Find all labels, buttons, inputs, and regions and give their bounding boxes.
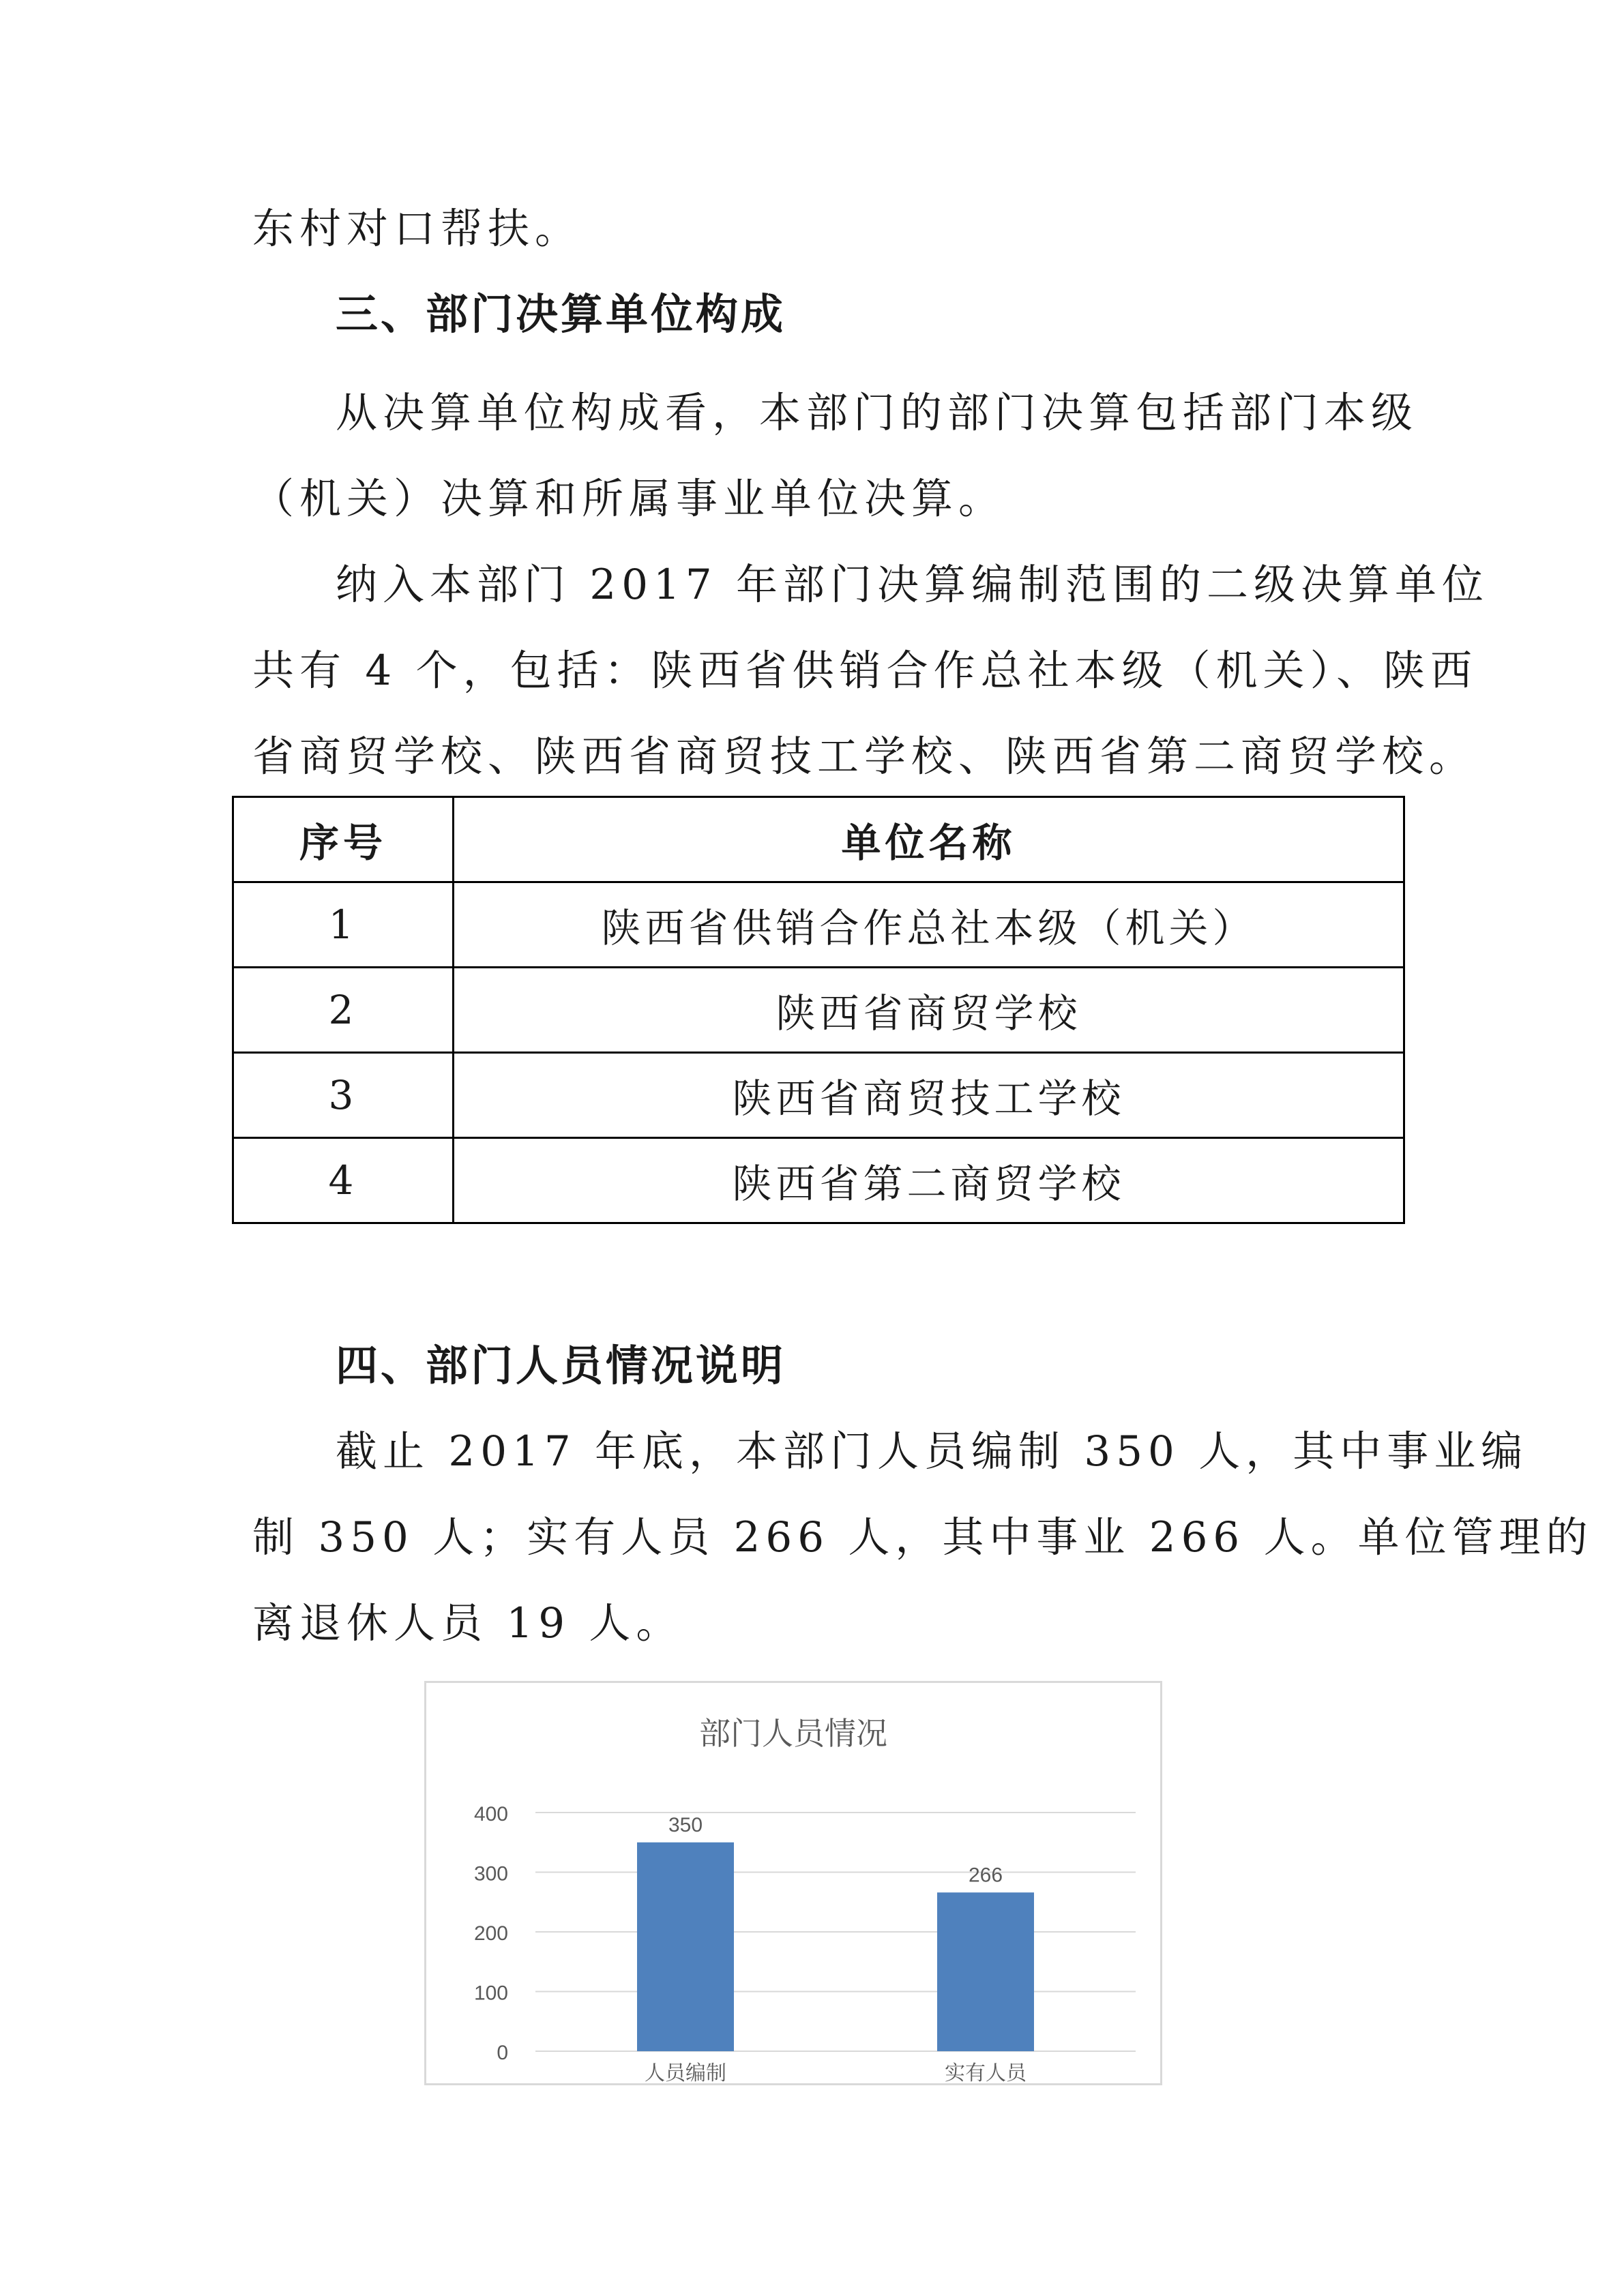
- data-label: 350: [668, 1813, 703, 1836]
- section3-heading: 三、部门决算单位构成: [336, 289, 786, 339]
- section3-para1: 从决算单位构成看，本部门的部门决算包括部门本级 （机关）决算和所属事业单位决算。: [252, 389, 1419, 523]
- y-tick-label: 400: [473, 1803, 508, 1825]
- x-tick-label: 人员编制: [645, 2062, 726, 2083]
- table-row: [233, 1138, 1404, 1223]
- header-unit-name: 单位名称: [454, 797, 1404, 882]
- row-index: 1: [233, 882, 454, 968]
- y-tick-label: 100: [473, 1982, 508, 2005]
- y-tick-label: 200: [473, 1922, 508, 1945]
- header-index: 序号: [233, 797, 454, 882]
- bar: [937, 1892, 1034, 2051]
- section3-para2: 纳入本部门 2017 年部门决算编制范围的二级决算单位 共有 4 个，包括：陕西省供销合作总社本级（机关）、陕西 省商贸学校、陕西省商贸技工学校、陕西省第二商贸学校。: [252, 561, 1490, 781]
- data-label: 266: [968, 1864, 1003, 1887]
- row-index: 2: [233, 968, 454, 1053]
- staff-chart: [424, 1681, 1162, 2085]
- chart-title: 部门人员情况: [699, 1716, 887, 1751]
- bar: [637, 1843, 734, 2051]
- y-tick-label: 0: [497, 2042, 508, 2064]
- row-unit-name: 陕西省第二商贸学校: [454, 1138, 1404, 1223]
- bar-chart-svg: [426, 1683, 1160, 2083]
- row-index: 3: [233, 1053, 454, 1138]
- y-tick-label: 300: [473, 1862, 508, 1885]
- row-unit-name: 陕西省供销合作总社本级（机关）: [454, 882, 1404, 968]
- table-header-row: [233, 797, 1404, 882]
- section4-heading: 四、部门人员情况说明: [336, 1341, 786, 1390]
- table-row: [233, 968, 1404, 1053]
- intro-tail: 东村对口帮扶。: [252, 205, 582, 253]
- row-index: 4: [233, 1138, 454, 1223]
- table-row: [233, 882, 1404, 968]
- x-tick-label: 实有人员: [945, 2062, 1027, 2083]
- table-row: [233, 1053, 1404, 1138]
- section4-para1: 截止 2017 年底，本部门人员编制 350 人，其中事业编 制 350 人；实有人员 266 人，其中事业 266 人。单位管理的 离退休人员 19 人。: [252, 1427, 1593, 1648]
- row-unit-name: 陕西省商贸技工学校: [454, 1053, 1404, 1138]
- unit-table: [232, 796, 1405, 1224]
- row-unit-name: 陕西省商贸学校: [454, 968, 1404, 1053]
